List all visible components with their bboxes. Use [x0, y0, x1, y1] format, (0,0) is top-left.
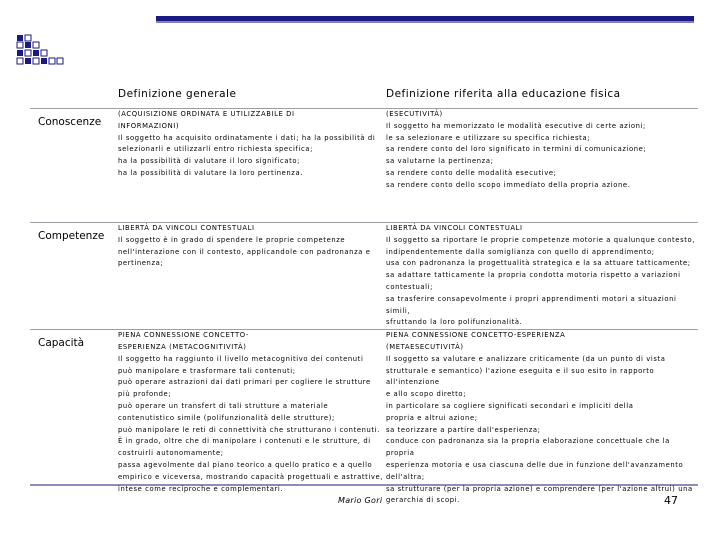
table-row-capacita — [30, 330, 698, 507]
text-line: (ACQUISIZIONE ORDINATA E UTILIZZABILE DI — [118, 110, 295, 118]
text-line: strutturale e semantico) l'azione eseguita e il suo esito in rapporto all'intenzione — [386, 366, 655, 387]
conoscenze-pe-cell — [386, 109, 698, 223]
text-line: selezionarli e utilizzarli entro richiesta specifica; — [118, 145, 314, 154]
top-band — [156, 16, 694, 21]
text-line: sa teorizzare a partire dall'esperienza; — [386, 425, 541, 434]
text-line: passa agevolmente dal piano teorico a quello pratico e a quello — [118, 460, 373, 469]
table-row-competenze — [30, 223, 698, 330]
conoscenze-general-cell — [118, 109, 386, 223]
text-line: PIENA CONNESSIONE CONCETTO-ESPERIENZA — [386, 331, 566, 340]
competenze-pe-cell — [386, 223, 698, 330]
header-pe-definition: Definizione riferita alla educazione fisica — [386, 88, 621, 100]
text-line: e allo scopo diretto; — [386, 390, 467, 399]
text-line: contestuali; — [386, 282, 433, 291]
table-row-conoscenze — [30, 109, 698, 223]
text-line: ESPERIENZA (METACOGNITIVITÀ) — [118, 342, 247, 351]
text-line: può manipolare le reti di connettività che strutturano i contenuti. — [118, 425, 380, 434]
text-line: più profonde; — [118, 390, 172, 399]
text-line: È in grado, oltre che di manipolare i contenuti e le strutture, di — [118, 437, 371, 446]
text-line: può manipolare e trasformare tali contenuti; — [118, 366, 296, 375]
text-line: Il soggetto ha acquisito ordinatamente i dati; ha la possibilità di — [118, 133, 376, 142]
text-line: propria e altrui azione; — [386, 413, 478, 422]
text-line: in particolare sa cogliere significati secondari e impliciti della — [386, 401, 634, 410]
text-line: Il soggetto ha raggiunto il livello metacognitivo dei contenuti — [118, 354, 364, 363]
page-number: 47 — [664, 494, 678, 507]
text-line: sa rendere conto dello scopo immediato della propria azione. — [386, 180, 631, 189]
text-line: LIBERTÀ DA VINCOLI CONTESTUALI — [386, 224, 523, 232]
top-band-shadow — [156, 21, 694, 23]
text-line: contenutistico simile (polifunzionalità delle strutture); — [118, 413, 335, 422]
row-label-competenze: Competenze — [38, 230, 105, 242]
text-line: sa rendere conto delle modalità esecutive; — [386, 168, 557, 177]
text-line: sfruttando la loro polifunzionalità. — [386, 318, 523, 327]
text-line: (ESECUTIVITÀ) — [386, 110, 443, 118]
text-line: Il soggetto ha memorizzato le modalità esecutive di certe azioni; — [386, 121, 646, 130]
text-line: (METAESECUTIVITÀ) — [386, 342, 464, 351]
text-line: gerarchia di scopi. — [386, 496, 460, 505]
header-general-definition: Definizione generale — [118, 88, 237, 100]
text-line: le sa selezionare e utilizzare su specifica richiesta; — [386, 133, 591, 142]
text-line: esperienza motoria e usa ciascuna delle due in funzione dell'avanzamento dell'altra; — [386, 460, 684, 481]
capacita-pe-cell — [386, 330, 698, 507]
text-line: indipendentemente dalla somiglianza con quello di apprendimento; — [386, 247, 655, 256]
text-line: Il soggetto sa riportare le proprie competenze motorie a qualunque contesto, — [386, 235, 695, 244]
row-label-cell — [30, 109, 118, 223]
text-line: sa valutarne la pertinenza; — [386, 157, 494, 166]
text-line: sa adattare tatticamente la propria condotta motoria rispetto a variazioni — [386, 271, 681, 280]
capacita-general-cell — [118, 330, 386, 507]
text-line: ha la possibilità di valutare il loro significato; — [118, 157, 301, 166]
row-label-conoscenze: Conoscenze — [38, 116, 102, 128]
definitions-table — [30, 80, 698, 507]
text-line: empirico e viceversa, mostrando capacità progettuali e astrattive, — [118, 472, 384, 481]
text-line: pertinenza; — [118, 259, 164, 268]
text-line: nell'interazione con il contesto, applicandole con padronanza e — [118, 247, 371, 256]
text-line: Il soggetto è in grado di spendere le proprie competenze — [118, 235, 346, 244]
text-line: può operare astrazioni dai dati primari per cogliere le strutture — [118, 378, 371, 387]
text-line: sa trasferire consapevolmente i propri apprendimenti motori a situazioni simili, — [386, 294, 677, 315]
footer-author: Mario Gori — [338, 496, 383, 505]
row-label-cell — [30, 330, 118, 507]
checkered-square-pattern — [17, 35, 63, 64]
row-label-cell — [30, 223, 118, 330]
header-empty-cell — [30, 80, 118, 109]
text-line: LIBERTÀ DA VINCOLI CONTESTUALI — [118, 224, 255, 232]
table-header-row — [30, 80, 698, 109]
text-line: costruirli autonomamente; — [118, 449, 224, 458]
text-line: ha la possibilità di valutare la loro pertinenza. — [118, 168, 303, 177]
text-line: Il soggetto sa valutare e analizzare criticamente (da un punto di vista — [386, 354, 666, 363]
text-line: PIENA CONNESSIONE CONCETTO- — [118, 331, 249, 340]
text-line: sa rendere conto del loro significato in termini di comunicazione; — [386, 145, 647, 154]
text-line: intese come reciproche e complementari. — [118, 484, 284, 493]
text-line: INFORMAZIONI) — [118, 121, 180, 130]
text-line: usa con padronanza la progettualità strategica e la sa attuare tatticamente; — [386, 259, 691, 268]
text-line: conduce con padronanza sia la propria elaborazione concettuale che la propria — [386, 437, 670, 458]
text-line: sa strutturare (per la propria azione) e comprendere (per l'azione altrui) una — [386, 484, 693, 493]
competenze-general-cell — [118, 223, 386, 330]
text-line: può operare un transfert di tali strutture a materiale — [118, 401, 329, 410]
row-label-capacita: Capacità — [38, 337, 85, 350]
